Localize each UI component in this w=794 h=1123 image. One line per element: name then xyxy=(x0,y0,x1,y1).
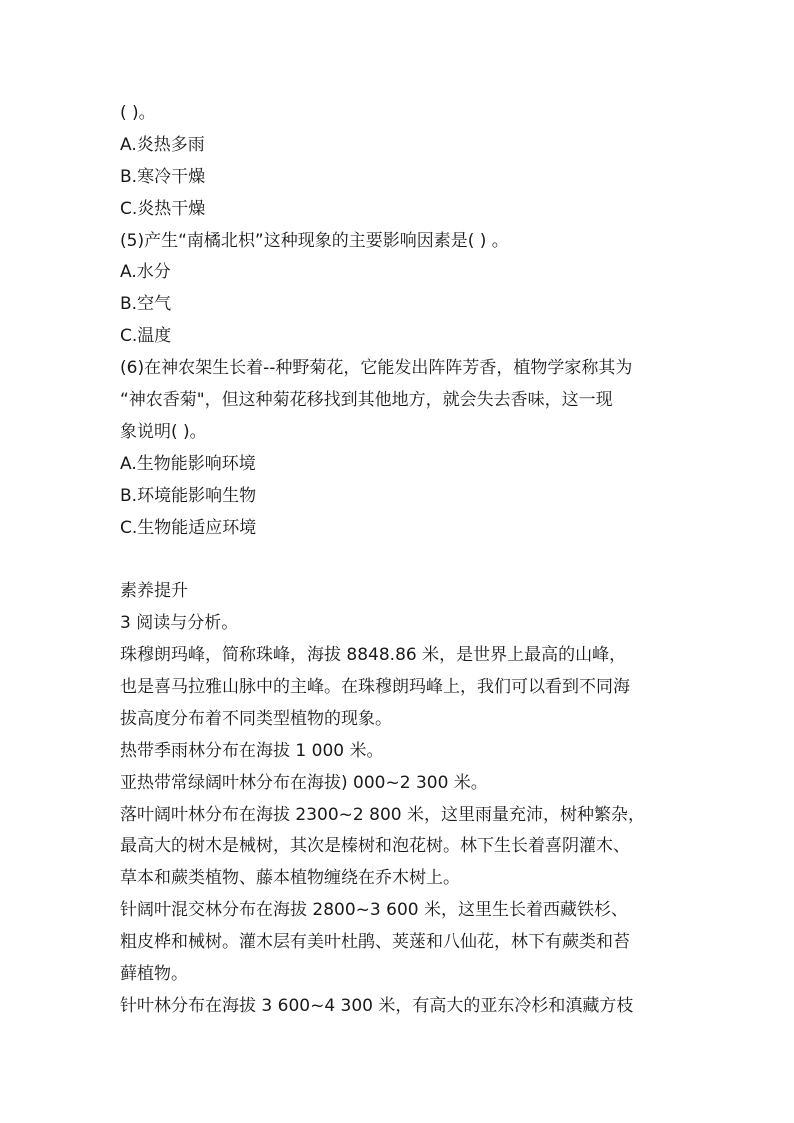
q4-option-c: C.炎热干燥 xyxy=(120,198,206,219)
q6-stem-line-1: (6)在神农架生长着--种野菊花，它能发出阵阵芳香，植物学家称其为 xyxy=(120,358,633,379)
section-spacer xyxy=(120,544,680,576)
q5-stem: (5)产生“南橘北枳”这种现象的主要影响因素是( ) 。 xyxy=(120,230,509,251)
q6-option-a: A.生物能影响环境 xyxy=(120,453,256,474)
passage-line-2: 也是喜马拉雅山脉中的主峰。在珠穆朗玛峰上，我们可以看到不同海 xyxy=(120,677,630,698)
q6-stem-line-2: “神农香菊"，但这种菊花移找到其他地方，就会失去香味，这一现 xyxy=(120,390,613,411)
q5-option-a: A.水分 xyxy=(120,262,171,283)
passage-line-4: 热带季雨林分布在海拔 1 000 米。 xyxy=(120,740,384,761)
q5-option-c: C.温度 xyxy=(120,326,172,347)
section-title: 素养提升 xyxy=(120,581,188,602)
passage-line-8: 草本和蕨类植物、藤本植物缠绕在乔木树上。 xyxy=(120,868,460,889)
passage-line-9: 针阔叶混交林分布在海拔 2800~3 600 米，这里生长着西藏铁杉、 xyxy=(120,900,628,921)
passage-line-11: 藓植物。 xyxy=(120,964,188,985)
q6-option-b: B.环境能影响生物 xyxy=(120,485,257,506)
passage-line-6: 落叶阔叶林分布在海拔 2300~2 800 米，这里雨量充沛，树种繁杂， xyxy=(120,804,645,825)
passage-line-10: 粗皮桦和械树。灌木层有美叶杜鹃、荚蒾和八仙花，林下有蕨类和苔 xyxy=(120,932,630,953)
q4-answer-blank: ( )。 xyxy=(120,103,156,123)
q5-option-b: B.空气 xyxy=(120,294,172,315)
q6-option-c: C.生物能适应环境 xyxy=(120,517,257,538)
q6-stem-line-3: 象说明( )。 xyxy=(120,421,207,442)
document-body xyxy=(120,98,680,1023)
passage-line-7: 最高大的树木是械树，其次是榛树和泡花树。林下生长着喜阴灌木、 xyxy=(120,836,630,857)
section-question: 3 阅读与分析。 xyxy=(120,613,239,634)
passage-line-3: 拔高度分布着不同类型植物的现象。 xyxy=(120,708,392,729)
q4-option-b: B.寒冷干燥 xyxy=(120,166,206,187)
passage-line-5: 亚热带常绿阔叶林分布在海拔) 000~2 300 米。 xyxy=(120,772,488,793)
passage-line-1: 珠穆朗玛峰，简称珠峰，海拔 8848.86 米，是世界上最高的山峰， xyxy=(120,645,627,666)
passage-line-12: 针叶林分布在海拔 3 600~4 300 米，有高大的亚东冷杉和滇藏方枝 xyxy=(120,995,634,1016)
q4-option-a: A.炎热多雨 xyxy=(120,134,205,155)
